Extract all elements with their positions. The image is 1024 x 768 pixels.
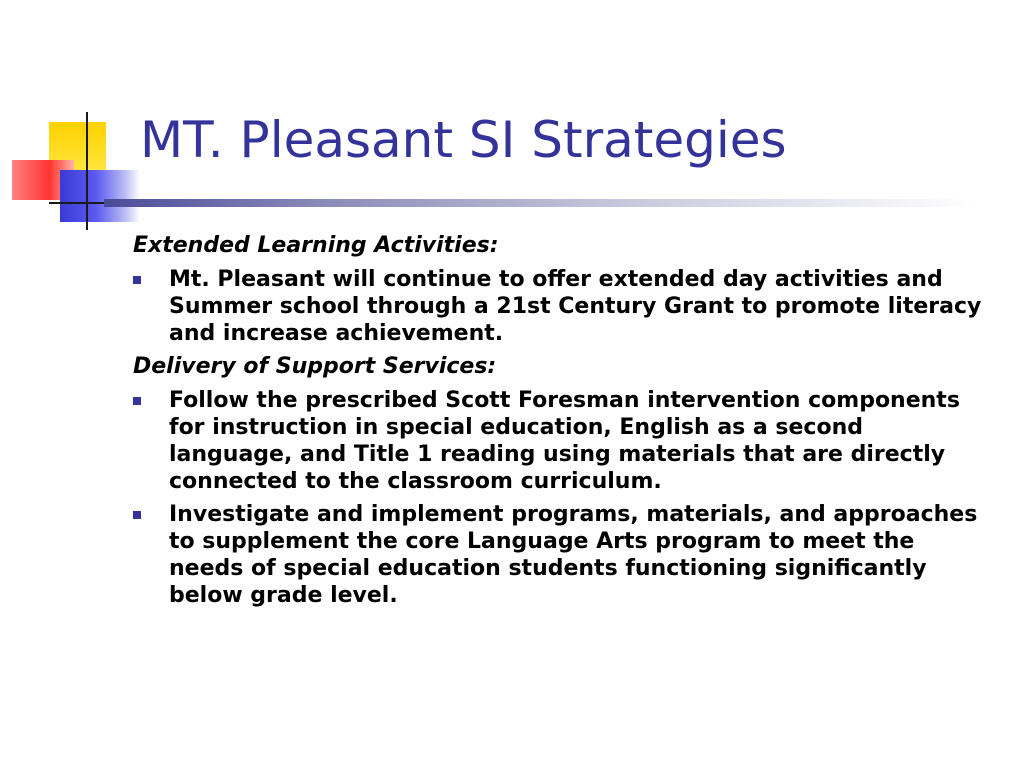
bullet-text: Investigate and implement programs, materials, and approaches to supplement the core Language Arts program to meet the needs of special education students functioning significantly below grade level. [169, 502, 978, 608]
square-bullet-icon [133, 397, 141, 405]
logo-vertical-line [86, 112, 88, 230]
logo-blue-square [60, 170, 140, 222]
bullet-item [133, 266, 983, 347]
square-bullet-icon [133, 276, 141, 284]
slide-body [133, 232, 983, 615]
section-heading-support-services: Delivery of Support Services: [133, 354, 497, 379]
bullet-item [133, 387, 983, 495]
slide-title: MT. Pleasant SI Strategies [140, 111, 787, 169]
title-underline [104, 199, 974, 207]
bullet-text: Mt. Pleasant will continue to offer extended day activities and Summer school through a 21st Century Grant to promote literacy and increase achievement. [169, 267, 982, 346]
section-heading-extended-learning: Extended Learning Activities: [133, 233, 499, 258]
bullet-text: Follow the prescribed Scott Foresman intervention components for instruction in special education, English as a second language, and Title 1 reading using materials that are directly connected to the classroom curriculum. [169, 388, 960, 494]
square-bullet-icon [133, 511, 141, 519]
bullet-item [133, 501, 983, 609]
